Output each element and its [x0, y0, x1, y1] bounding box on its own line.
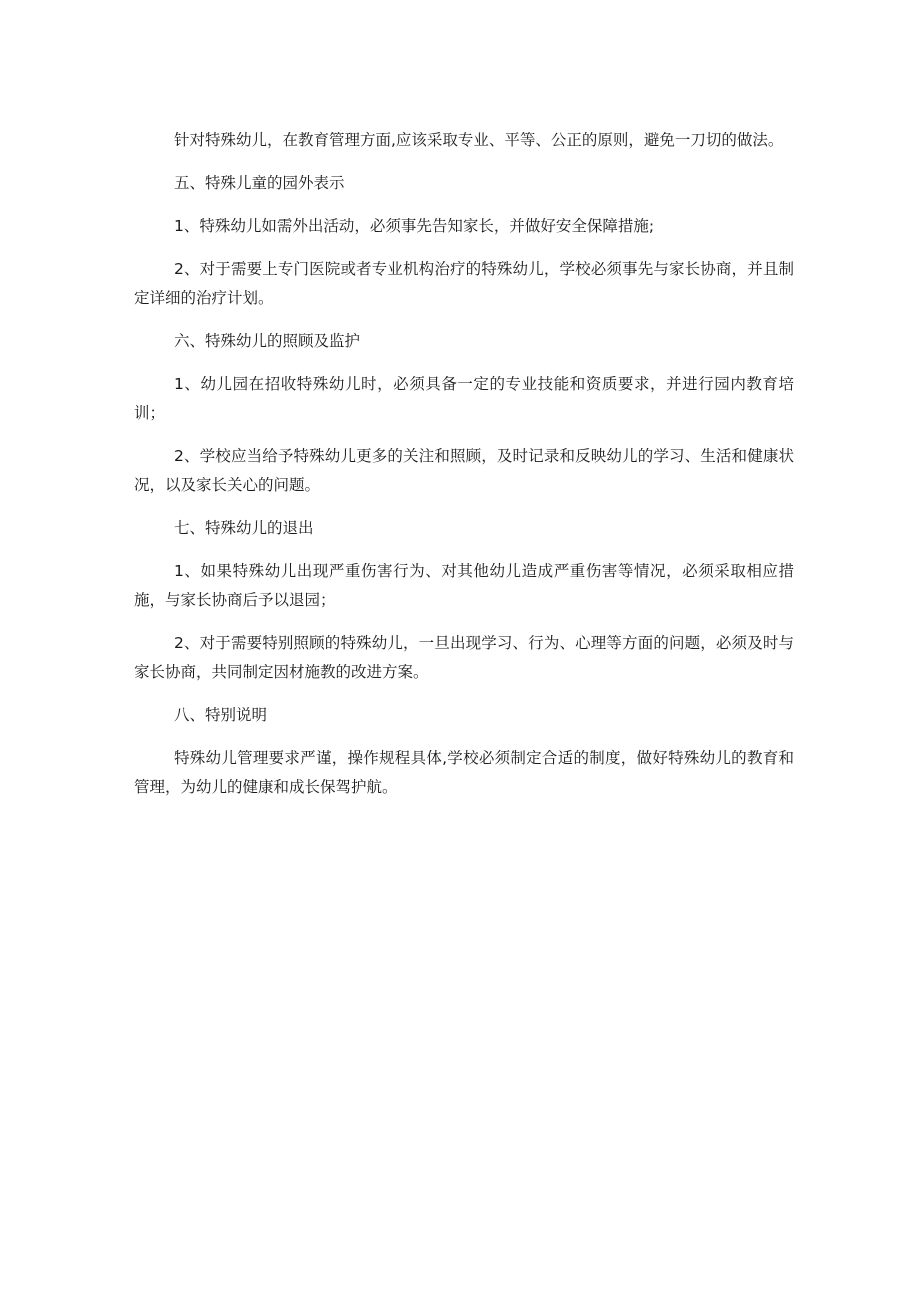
paragraph-7-2: 2、对于需要特别照顾的特殊幼儿，一旦出现学习、行为、心理等方面的问题，必须及时与家长协商，共同制定因材施教的改进方案。	[134, 634, 794, 681]
paragraph-7-1: 1、如果特殊幼儿出现严重伤害行为、对其他幼儿造成严重伤害等情况，必须采取相应措施，与家长协商后予以退园；	[134, 562, 794, 609]
paragraph-8: 特殊幼儿管理要求严谨，操作规程具体,学校必须制定合适的制度，做好特殊幼儿的教育和管理，为幼儿的健康和成长保驾护航。	[134, 749, 794, 796]
section-heading-7: 七、特殊幼儿的退出	[174, 519, 314, 537]
paragraph-5-1: 1、特殊幼儿如需外出活动，必须事先告知家长，并做好安全保障措施;	[174, 217, 655, 235]
document-body	[134, 126, 794, 816]
section-heading-5: 五、特殊儿童的园外表示	[174, 174, 345, 192]
section-heading-6: 六、特殊幼儿的照顾及监护	[174, 332, 361, 350]
paragraph-6-2: 2、学校应当给予特殊幼儿更多的关注和照顾，及时记录和反映幼儿的学习、生活和健康状况，以及家长关心的问题。	[134, 447, 794, 494]
paragraph-5-2: 2、对于需要上专门医院或者专业机构治疗的特殊幼儿，学校必须事先与家长协商，并且制定详细的治疗计划。	[134, 260, 794, 307]
paragraph-intro: 针对特殊幼儿，在教育管理方面,应该采取专业、平等、公正的原则，避免一刀切的做法。	[174, 131, 784, 149]
paragraph-6-1: 1、幼儿园在招收特殊幼儿时，必须具备一定的专业技能和资质要求，并进行园内教育培训；	[134, 375, 794, 422]
section-heading-8: 八、特别说明	[174, 706, 268, 724]
